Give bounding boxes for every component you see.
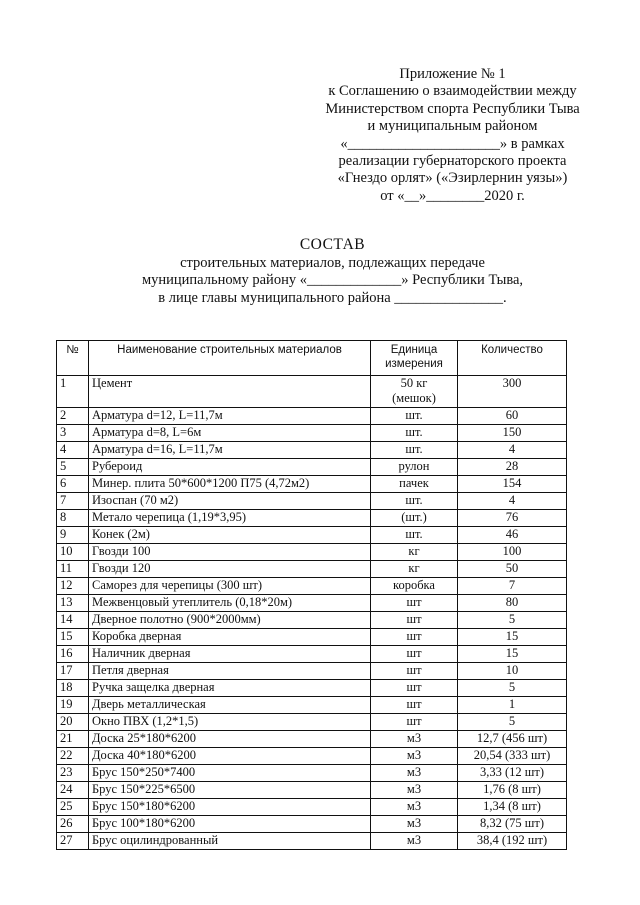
row-name: Доска 40*180*6200 bbox=[89, 748, 371, 765]
table-row bbox=[57, 748, 567, 765]
table-row bbox=[57, 697, 567, 714]
row-number: 16 bbox=[57, 646, 89, 663]
row-unit: м3 bbox=[371, 731, 458, 748]
row-name: Наличник дверная bbox=[89, 646, 371, 663]
table-row bbox=[57, 493, 567, 510]
row-name: Доска 25*180*6200 bbox=[89, 731, 371, 748]
table-row bbox=[57, 476, 567, 493]
title-line: муниципальному району «_____________» Республики Тыва, bbox=[141, 272, 524, 288]
appendix-line: «_____________________» в рамках bbox=[340, 135, 565, 152]
row-unit: 50 кг (мешок) bbox=[371, 376, 458, 408]
row-number: 9 bbox=[57, 527, 89, 544]
row-number: 10 bbox=[57, 544, 89, 561]
row-quantity: 46 bbox=[458, 527, 567, 544]
appendix-line: «Гнездо орлят» («Эзирлернин уязы») bbox=[337, 170, 568, 187]
row-quantity: 12,7 (456 шт) bbox=[458, 731, 567, 748]
row-number: 13 bbox=[57, 595, 89, 612]
header-unit: Единица измерения bbox=[371, 341, 458, 376]
row-number: 21 bbox=[57, 731, 89, 748]
row-unit: пачек bbox=[371, 476, 458, 493]
row-quantity: 15 bbox=[458, 629, 567, 646]
title-heading: СОСТАВ bbox=[299, 236, 366, 253]
row-name: Минер. плита 50*600*1200 П75 (4,72м2) bbox=[89, 476, 371, 493]
table-row bbox=[57, 544, 567, 561]
row-quantity: 8,32 (75 шт) bbox=[458, 816, 567, 833]
row-quantity: 154 bbox=[458, 476, 567, 493]
row-name: Ручка защелка дверная bbox=[89, 680, 371, 697]
table-header-row bbox=[57, 341, 567, 376]
row-unit: м3 bbox=[371, 748, 458, 765]
row-name: Брус оцилиндрованный bbox=[89, 833, 371, 850]
table-row bbox=[57, 833, 567, 850]
appendix-line: Приложение № 1 bbox=[399, 66, 506, 82]
row-unit: шт. bbox=[371, 408, 458, 425]
table-row bbox=[57, 561, 567, 578]
header-number: № bbox=[57, 341, 89, 376]
table-row bbox=[57, 612, 567, 629]
header-name: Наименование строительных материалов bbox=[89, 341, 371, 376]
row-unit: шт. bbox=[371, 425, 458, 442]
row-quantity: 80 bbox=[458, 595, 567, 612]
row-number: 8 bbox=[57, 510, 89, 527]
table-row bbox=[57, 646, 567, 663]
row-quantity: 5 bbox=[458, 612, 567, 629]
materials-table bbox=[56, 340, 567, 850]
row-quantity: 20,54 (333 шт) bbox=[458, 748, 567, 765]
row-quantity: 15 bbox=[458, 646, 567, 663]
row-number: 7 bbox=[57, 493, 89, 510]
table-row bbox=[57, 629, 567, 646]
row-name: Межвенцовый утеплитель (0,18*20м) bbox=[89, 595, 371, 612]
row-number: 4 bbox=[57, 442, 89, 459]
table-row bbox=[57, 578, 567, 595]
row-unit: шт bbox=[371, 595, 458, 612]
appendix-line: к Соглашению о взаимодействии между bbox=[328, 83, 577, 100]
row-name: Рубероид bbox=[89, 459, 371, 476]
document-title bbox=[60, 236, 605, 307]
row-number: 26 bbox=[57, 816, 89, 833]
table-row bbox=[57, 442, 567, 459]
row-number: 17 bbox=[57, 663, 89, 680]
row-name: Брус 100*180*6200 bbox=[89, 816, 371, 833]
row-quantity: 1,76 (8 шт) bbox=[458, 782, 567, 799]
appendix-line: Министерством спорта Республики Тыва bbox=[325, 100, 580, 117]
table-row bbox=[57, 714, 567, 731]
row-name: Брус 150*225*6500 bbox=[89, 782, 371, 799]
header-quantity: Количество bbox=[458, 341, 567, 376]
row-quantity: 38,4 (192 шт) bbox=[458, 833, 567, 850]
row-unit: шт. bbox=[371, 442, 458, 459]
appendix-line: и муниципальным районом bbox=[367, 118, 538, 135]
row-number: 2 bbox=[57, 408, 89, 425]
row-number: 11 bbox=[57, 561, 89, 578]
row-quantity: 4 bbox=[458, 493, 567, 510]
row-number: 6 bbox=[57, 476, 89, 493]
row-quantity: 150 bbox=[458, 425, 567, 442]
row-number: 14 bbox=[57, 612, 89, 629]
row-number: 5 bbox=[57, 459, 89, 476]
row-quantity: 7 bbox=[458, 578, 567, 595]
row-name: Дверное полотно (900*2000мм) bbox=[89, 612, 371, 629]
table-row bbox=[57, 816, 567, 833]
table-row bbox=[57, 510, 567, 527]
row-quantity: 5 bbox=[458, 680, 567, 697]
row-name: Метало черепица (1,19*3,95) bbox=[89, 510, 371, 527]
table-row bbox=[57, 663, 567, 680]
title-line: строительных материалов, подлежащих передаче bbox=[180, 254, 485, 271]
row-unit: м3 bbox=[371, 782, 458, 799]
row-unit: м3 bbox=[371, 816, 458, 833]
row-unit: шт bbox=[371, 612, 458, 629]
appendix-header bbox=[300, 66, 605, 205]
row-unit: коробка bbox=[371, 578, 458, 595]
row-name: Конек (2м) bbox=[89, 527, 371, 544]
row-number: 19 bbox=[57, 697, 89, 714]
row-name: Арматура d=8, L=6м bbox=[89, 425, 371, 442]
row-number: 18 bbox=[57, 680, 89, 697]
row-unit: шт bbox=[371, 629, 458, 646]
row-unit: шт bbox=[371, 680, 458, 697]
row-unit: кг bbox=[371, 544, 458, 561]
row-quantity: 60 bbox=[458, 408, 567, 425]
row-quantity: 300 bbox=[458, 376, 567, 408]
row-quantity: 1 bbox=[458, 697, 567, 714]
row-unit: шт bbox=[371, 714, 458, 731]
row-name: Цемент bbox=[89, 376, 371, 408]
table-row bbox=[57, 527, 567, 544]
row-number: 24 bbox=[57, 782, 89, 799]
row-quantity: 76 bbox=[458, 510, 567, 527]
row-unit: шт bbox=[371, 663, 458, 680]
row-quantity: 4 bbox=[458, 442, 567, 459]
row-name: Брус 150*250*7400 bbox=[89, 765, 371, 782]
appendix-line: реализации губернаторского проекта bbox=[338, 153, 567, 170]
row-unit: м3 bbox=[371, 799, 458, 816]
row-quantity: 1,34 (8 шт) bbox=[458, 799, 567, 816]
row-unit: шт. bbox=[371, 493, 458, 510]
row-number: 22 bbox=[57, 748, 89, 765]
table-body bbox=[57, 376, 567, 850]
row-name: Брус 150*180*6200 bbox=[89, 799, 371, 816]
row-quantity: 50 bbox=[458, 561, 567, 578]
row-quantity: 100 bbox=[458, 544, 567, 561]
table-row bbox=[57, 765, 567, 782]
row-quantity: 10 bbox=[458, 663, 567, 680]
row-unit: (шт.) bbox=[371, 510, 458, 527]
row-unit: м3 bbox=[371, 833, 458, 850]
row-name: Гвозди 100 bbox=[89, 544, 371, 561]
title-line: в лице главы муниципального района _______________. bbox=[158, 289, 507, 306]
row-number: 12 bbox=[57, 578, 89, 595]
row-name: Изоспан (70 м2) bbox=[89, 493, 371, 510]
appendix-line: от «__»________2020 г. bbox=[380, 187, 525, 204]
row-number: 25 bbox=[57, 799, 89, 816]
row-name: Арматура d=16, L=11,7м bbox=[89, 442, 371, 459]
table-row bbox=[57, 376, 567, 408]
table-row bbox=[57, 731, 567, 748]
row-number: 15 bbox=[57, 629, 89, 646]
row-name: Дверь металлическая bbox=[89, 697, 371, 714]
row-unit: шт bbox=[371, 697, 458, 714]
row-quantity: 3,33 (12 шт) bbox=[458, 765, 567, 782]
row-name: Гвозди 120 bbox=[89, 561, 371, 578]
row-unit: шт. bbox=[371, 527, 458, 544]
table-row bbox=[57, 799, 567, 816]
row-name: Саморез для черепицы (300 шт) bbox=[89, 578, 371, 595]
row-unit: м3 bbox=[371, 765, 458, 782]
row-quantity: 5 bbox=[458, 714, 567, 731]
table-row bbox=[57, 408, 567, 425]
row-number: 20 bbox=[57, 714, 89, 731]
row-name: Петля дверная bbox=[89, 663, 371, 680]
table-row bbox=[57, 680, 567, 697]
row-name: Арматура d=12, L=11,7м bbox=[89, 408, 371, 425]
table-row bbox=[57, 425, 567, 442]
table-row bbox=[57, 782, 567, 799]
row-name: Окно ПВХ (1,2*1,5) bbox=[89, 714, 371, 731]
row-number: 3 bbox=[57, 425, 89, 442]
row-number: 23 bbox=[57, 765, 89, 782]
row-number: 27 bbox=[57, 833, 89, 850]
row-unit: рулон bbox=[371, 459, 458, 476]
row-unit: шт bbox=[371, 646, 458, 663]
row-number: 1 bbox=[57, 376, 89, 408]
row-quantity: 28 bbox=[458, 459, 567, 476]
table-row bbox=[57, 459, 567, 476]
table-row bbox=[57, 595, 567, 612]
row-unit: кг bbox=[371, 561, 458, 578]
row-name: Коробка дверная bbox=[89, 629, 371, 646]
